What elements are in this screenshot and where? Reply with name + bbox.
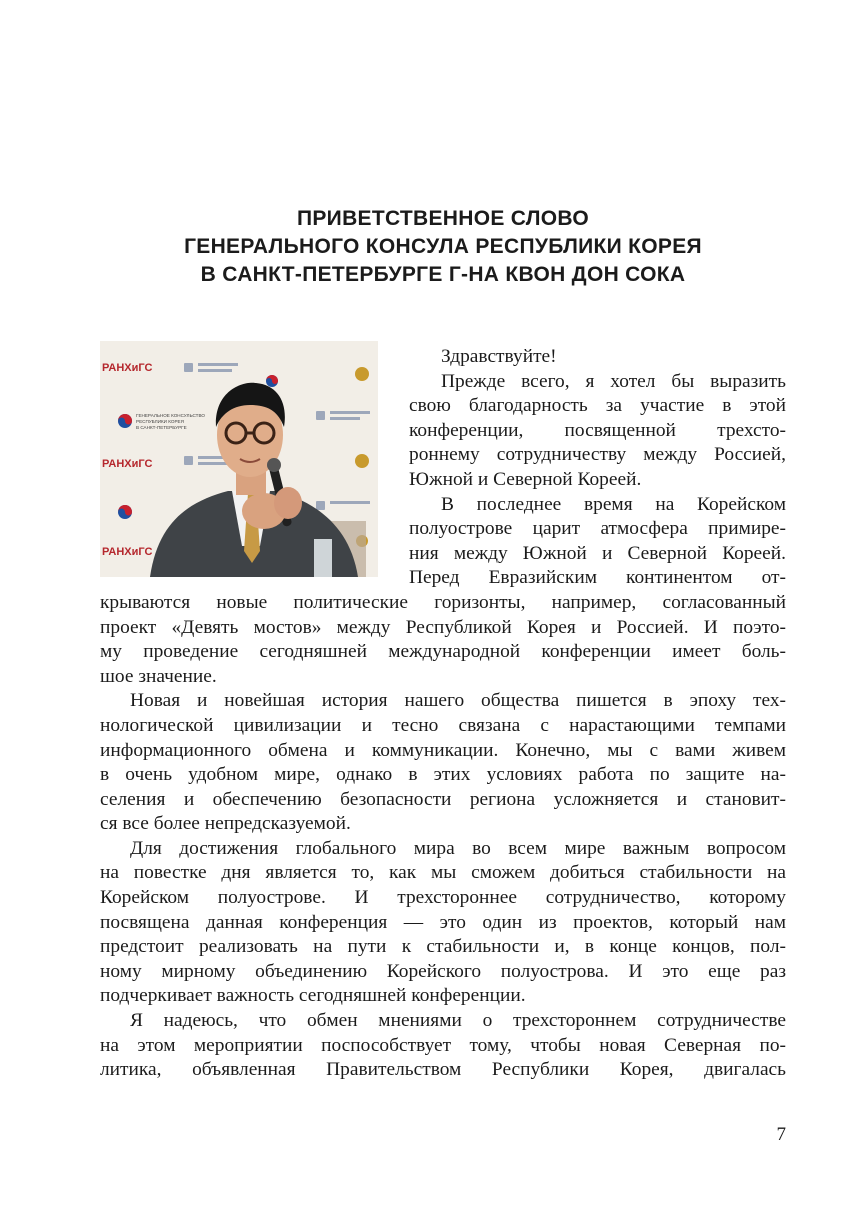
text-line: нологической цивилизации и тесно связана с нарастающими темпами	[100, 714, 786, 736]
consulate-text-2: РЕСПУБЛИКИ КОРЕЯ	[136, 419, 184, 424]
text-line: предстоит реализовать на пути к стабильности и, в конце концов, пол-	[100, 936, 786, 958]
text-line: шое значение.	[100, 665, 217, 687]
greeting-line: Здравствуйте!	[441, 346, 557, 367]
article-title	[100, 205, 786, 289]
text-line: Перед Евразийским континентом от-	[409, 567, 786, 589]
text-line: литика, объявленная Правительством Республики Корея, двигалась	[100, 1059, 786, 1081]
text-line: В последнее время на Корейском	[441, 493, 786, 515]
text-line: ся все более непредсказуемой.	[100, 813, 351, 835]
text-line: подчеркивает важность сегодняшней конференции.	[100, 985, 526, 1007]
article-body	[100, 345, 786, 1083]
text-line: в очень удобном мире, однако в этих условиях работа по защите на-	[100, 764, 786, 786]
text-line: му проведение сегодняшней международной конференции имеет боль-	[100, 641, 786, 663]
title-line-3: В САНКТ-ПЕТЕРБУРГЕ Г-НА КВОН ДОН СОКА	[200, 263, 686, 286]
title-line-1: ПРИВЕТСТВЕННОЕ СЛОВО	[296, 207, 590, 230]
consulate-text-3: В САНКТ-ПЕТЕРБУРГЕ	[136, 425, 187, 430]
text-line: селения и обеспечению безопасности региона усложняется и становит-	[100, 788, 786, 810]
text-line: Для достижения глобального мира во всем мире важным вопросом	[130, 837, 786, 859]
banner-logo-1: РАНХиГС	[102, 362, 153, 374]
banner-logo-3: РАНХиГС	[102, 546, 153, 558]
text-line: роннему сотрудничеству между Россией,	[409, 444, 786, 466]
consulate-text-1: ГЕНЕРАЛЬНОЕ КОНСУЛЬСТВО	[136, 413, 205, 418]
text-line: Корейском полуострове. И трехстороннее сотрудничество, которому	[100, 887, 786, 909]
text-line: крываются новые политические горизонты, например, согласованный	[100, 591, 786, 613]
text-line: свою благодарность за участие в этой	[409, 395, 786, 417]
text-line: Я надеюсь, что обмен мнениями о трехстороннем сотрудничестве	[130, 1010, 786, 1032]
text-line: на повестке дня является то, как мы сможем добиться стабильности на	[100, 862, 786, 884]
text-line: Прежде всего, я хотел бы выразить	[441, 370, 786, 392]
text-line: конференции, посвященной трехсто-	[409, 419, 786, 441]
text-line: Южной и Северной Кореей.	[409, 468, 642, 490]
text-line: полуострове царит атмосфера примире-	[409, 518, 786, 540]
text-line: проект «Девять мостов» между Республикой Корея и Россией. И поэто-	[100, 616, 786, 638]
text-line: Новая и новейшая история нашего общества пишется в эпоху тех-	[130, 690, 786, 712]
title-line-2: ГЕНЕРАЛЬНОГО КОНСУЛА РЕСПУБЛИКИ КОРЕЯ	[184, 235, 702, 258]
text-line: ному мирному объединению Корейского полуострова. И это еще раз	[100, 960, 786, 982]
text-line: информационного обмена и коммуникации. Конечно, мы с вами живем	[100, 739, 786, 761]
banner-logo-2: РАНХиГС	[102, 458, 153, 470]
text-line: на этом мероприятии поспособствует тому, чтобы новая Северная по-	[100, 1034, 786, 1056]
page-number: 7	[776, 1124, 786, 1145]
text-line: посвящена данная конференция — это один из проектов, который нам	[100, 911, 786, 933]
text-line: ния между Южной и Северной Кореей.	[409, 542, 786, 564]
